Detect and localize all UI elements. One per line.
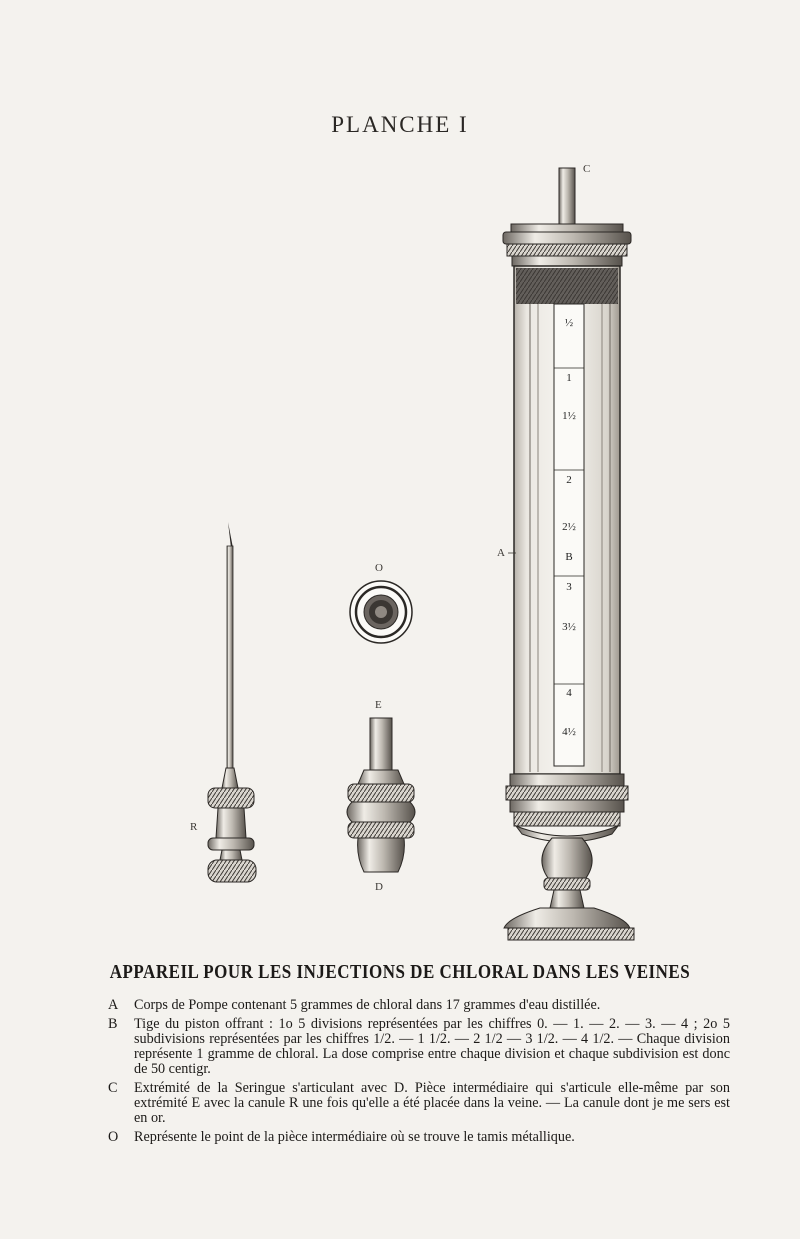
plate-title: PLANCHE I xyxy=(331,112,469,137)
legend-text: Tige du piston offrant : 1o 5 divisions représentées par les chiffres 0. — 1. — 2. — 3. — 4 ; 2o 5 subdivisions représentées par les chiffres 1/2. — 1 1/2. — 2 1/2 — 3 1/2. — 4 1/2. — Chaque division représente 1 gramme de chloral. La dose comprise entre chaque division et chaque subdivision est donc de 50 centigr. xyxy=(134,1016,730,1077)
legend-item-c xyxy=(108,1081,730,1126)
label-o: O xyxy=(375,562,383,574)
label-d: D xyxy=(375,881,383,893)
scale-mark: 3½ xyxy=(562,621,576,633)
scale-mark: ½ xyxy=(564,317,574,329)
legend-letter: A xyxy=(108,997,119,1013)
label-a: A xyxy=(497,547,505,559)
legend-text: Corps de Pompe contenant 5 grammes de chloral dans 17 grammes d'eau distillée. xyxy=(134,997,601,1013)
legend-text: Représente le point de la pièce intermédiaire où se trouve le tamis métallique. xyxy=(134,1129,575,1145)
scale-mark: 3 xyxy=(566,581,572,593)
label-c: C xyxy=(583,163,591,175)
caption-title: APPAREIL POUR LES INJECTIONS DE CHLORAL DANS LES VEINES xyxy=(109,960,691,983)
scale-mark: 2 xyxy=(566,474,572,486)
scale-mark: 1½ xyxy=(562,410,576,422)
scale-mark: 4 xyxy=(566,687,572,699)
label-b: B xyxy=(565,551,573,563)
legend-item-b xyxy=(108,1017,730,1077)
intermediate-piece xyxy=(347,718,415,872)
scale-mark: 1 xyxy=(566,372,572,384)
legend-letter: O xyxy=(108,1129,119,1145)
legend-item-o xyxy=(108,1130,730,1145)
legend xyxy=(108,998,730,1149)
label-r: R xyxy=(190,821,198,833)
scale-mark: 2½ xyxy=(562,521,576,533)
cannula-needle xyxy=(208,522,256,882)
label-e: E xyxy=(375,699,382,711)
legend-letter: C xyxy=(108,1080,118,1096)
legend-text: Extrémité de la Seringue s'articulant avec D. Pièce intermédiaire qui s'articule elle-même par son extrémité E avec la canule R une fois qu'elle a été placée dans la veine. — La canule dont je me sers est en or. xyxy=(134,1080,730,1126)
legend-letter: B xyxy=(108,1016,118,1032)
metal-sieve xyxy=(350,581,412,643)
syringe-body xyxy=(503,168,634,940)
scale-mark: 4½ xyxy=(562,726,576,738)
legend-item-a xyxy=(108,998,730,1013)
